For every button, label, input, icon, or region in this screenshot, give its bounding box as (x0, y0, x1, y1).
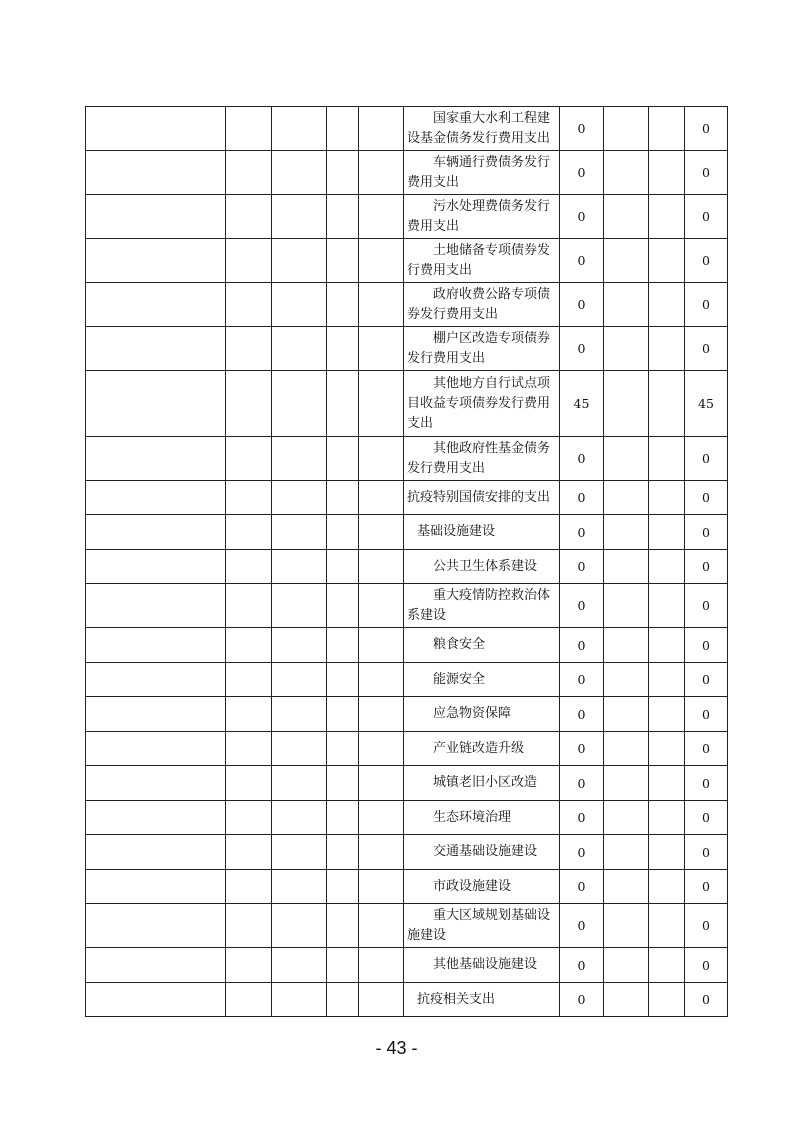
amount-cell (604, 697, 649, 732)
amount-cell: 0 (685, 870, 728, 904)
table-row (86, 870, 728, 904)
item-name-cell (404, 766, 560, 801)
amount-cell: 0 (560, 437, 604, 481)
code-cell (86, 584, 226, 628)
code-cell (272, 766, 327, 801)
table-row (86, 801, 728, 835)
table-row (86, 327, 728, 371)
code-cell (359, 870, 404, 904)
item-name: 基础设施建设 (417, 524, 496, 539)
amount-cell: 0 (685, 515, 728, 550)
amount-cell (604, 835, 649, 870)
amount-cell: 45 (560, 371, 604, 437)
code-cell (226, 283, 272, 327)
item-name-cell (404, 327, 560, 371)
amount-cell: 0 (560, 904, 604, 948)
code-cell (359, 550, 404, 584)
amount-cell: 0 (685, 481, 728, 515)
item-name-cell (404, 437, 560, 481)
amount-cell (649, 904, 685, 948)
code-cell (86, 628, 226, 663)
code-cell (272, 732, 327, 766)
code-cell (272, 801, 327, 835)
item-name-cell (404, 151, 560, 195)
item-name: 粮食安全 (433, 637, 486, 652)
code-cell (86, 766, 226, 801)
amount-cell (604, 239, 649, 283)
item-name-cell (404, 584, 560, 628)
amount-cell: 0 (560, 151, 604, 195)
code-cell (86, 371, 226, 437)
code-cell (359, 283, 404, 327)
amount-cell (649, 628, 685, 663)
item-name-cell (404, 904, 560, 948)
amount-cell: 0 (685, 904, 728, 948)
amount-cell: 0 (685, 437, 728, 481)
amount-cell (604, 327, 649, 371)
code-cell (86, 515, 226, 550)
table-row (86, 663, 728, 697)
table-row (86, 283, 728, 327)
code-cell (359, 948, 404, 983)
code-cell (226, 371, 272, 437)
amount-cell (604, 584, 649, 628)
code-cell (272, 550, 327, 584)
code-cell (359, 437, 404, 481)
item-name: 城镇老旧小区改造 (433, 775, 538, 790)
code-cell (327, 371, 359, 437)
item-name-cell (404, 371, 560, 437)
amount-cell (649, 195, 685, 239)
code-cell (272, 983, 327, 1017)
amount-cell: 0 (560, 628, 604, 663)
amount-cell: 0 (560, 584, 604, 628)
code-cell (226, 835, 272, 870)
amount-cell (604, 481, 649, 515)
amount-cell: 0 (560, 550, 604, 584)
amount-cell: 0 (685, 584, 728, 628)
amount-cell: 0 (685, 835, 728, 870)
item-name-cell (404, 239, 560, 283)
code-cell (272, 327, 327, 371)
amount-cell (604, 437, 649, 481)
amount-cell (649, 437, 685, 481)
amount-cell: 0 (560, 983, 604, 1017)
code-cell (86, 550, 226, 584)
table-row (86, 766, 728, 801)
code-cell (359, 983, 404, 1017)
item-name: 其他基础设施建设 (433, 957, 538, 972)
code-cell (327, 983, 359, 1017)
code-cell (226, 870, 272, 904)
amount-cell (604, 870, 649, 904)
item-name-cell (404, 732, 560, 766)
amount-cell: 0 (560, 801, 604, 835)
amount-cell (649, 732, 685, 766)
item-name: 市政设施建设 (433, 878, 512, 894)
code-cell (272, 697, 327, 732)
item-name-cell (404, 195, 560, 239)
amount-cell (649, 107, 685, 151)
code-cell (86, 283, 226, 327)
item-name-cell (404, 870, 560, 904)
code-cell (226, 239, 272, 283)
code-cell (359, 801, 404, 835)
amount-cell: 0 (685, 550, 728, 584)
code-cell (327, 481, 359, 515)
code-cell (86, 732, 226, 766)
code-cell (226, 515, 272, 550)
table-row (86, 948, 728, 983)
code-cell (272, 515, 327, 550)
amount-cell: 0 (560, 239, 604, 283)
amount-cell: 0 (560, 195, 604, 239)
code-cell (327, 107, 359, 151)
amount-cell (604, 371, 649, 437)
code-cell (327, 195, 359, 239)
code-cell (327, 437, 359, 481)
code-cell (359, 732, 404, 766)
item-name: 其他地方自行试点项目收益专项债券发行费用支出 (407, 375, 551, 431)
amount-cell: 0 (560, 107, 604, 151)
code-cell (327, 697, 359, 732)
amount-cell (649, 983, 685, 1017)
amount-cell (604, 801, 649, 835)
code-cell (327, 584, 359, 628)
table-row (86, 904, 728, 948)
item-name: 土地储备专项债券发行费用支出 (407, 242, 551, 278)
item-name: 车辆通行费债务发行费用支出 (407, 154, 551, 190)
code-cell (272, 948, 327, 983)
item-name-cell (404, 835, 560, 870)
table-row (86, 628, 728, 663)
amount-cell (604, 515, 649, 550)
amount-cell: 0 (685, 151, 728, 195)
code-cell (359, 584, 404, 628)
table-row (86, 371, 728, 437)
code-cell (86, 697, 226, 732)
code-cell (272, 584, 327, 628)
amount-cell: 0 (685, 195, 728, 239)
amount-cell (649, 481, 685, 515)
code-cell (327, 870, 359, 904)
code-cell (272, 628, 327, 663)
table-row (86, 835, 728, 870)
item-name: 国家重大水利工程建设基金债务发行费用支出 (407, 110, 551, 146)
table-row (86, 107, 728, 151)
amount-cell (604, 766, 649, 801)
code-cell (86, 239, 226, 283)
amount-cell: 45 (685, 371, 728, 437)
amount-cell: 0 (685, 283, 728, 327)
code-cell (327, 904, 359, 948)
amount-cell: 0 (560, 870, 604, 904)
amount-cell: 0 (685, 948, 728, 983)
amount-cell: 0 (685, 107, 728, 151)
item-name-cell (404, 515, 560, 550)
item-name-cell (404, 697, 560, 732)
amount-cell: 0 (560, 835, 604, 870)
amount-cell (604, 195, 649, 239)
code-cell (327, 628, 359, 663)
amount-cell (649, 835, 685, 870)
code-cell (359, 628, 404, 663)
amount-cell: 0 (560, 948, 604, 983)
amount-cell (649, 239, 685, 283)
item-name: 产业链改造升级 (433, 740, 525, 756)
code-cell (226, 195, 272, 239)
amount-cell (604, 663, 649, 697)
amount-cell (649, 283, 685, 327)
item-name: 政府收费公路专项债券发行费用支出 (407, 286, 551, 322)
item-name: 能源安全 (433, 671, 486, 687)
amount-cell (604, 904, 649, 948)
item-name: 重大区域规划基础设施建设 (407, 907, 551, 943)
code-cell (327, 283, 359, 327)
code-cell (272, 151, 327, 195)
code-cell (359, 327, 404, 371)
amount-cell (649, 550, 685, 584)
code-cell (272, 239, 327, 283)
item-name: 应急物资保障 (433, 706, 512, 721)
item-name-cell (404, 663, 560, 697)
code-cell (327, 801, 359, 835)
code-cell (272, 835, 327, 870)
table-row (86, 983, 728, 1017)
amount-cell: 0 (560, 327, 604, 371)
code-cell (86, 481, 226, 515)
amount-cell: 0 (685, 663, 728, 697)
item-name: 公共卫生体系建设 (433, 558, 538, 574)
code-cell (272, 904, 327, 948)
amount-cell: 0 (685, 801, 728, 835)
amount-cell: 0 (685, 732, 728, 766)
code-cell (86, 983, 226, 1017)
code-cell (86, 870, 226, 904)
amount-cell (604, 550, 649, 584)
amount-cell: 0 (560, 766, 604, 801)
code-cell (359, 371, 404, 437)
table-row (86, 239, 728, 283)
amount-cell: 0 (560, 697, 604, 732)
code-cell (327, 151, 359, 195)
code-cell (272, 371, 327, 437)
code-cell (359, 835, 404, 870)
code-cell (327, 327, 359, 371)
code-cell (226, 151, 272, 195)
code-cell (226, 983, 272, 1017)
amount-cell: 0 (685, 628, 728, 663)
amount-cell: 0 (560, 481, 604, 515)
code-cell (226, 107, 272, 151)
code-cell (226, 697, 272, 732)
code-cell (359, 239, 404, 283)
code-cell (226, 437, 272, 481)
amount-cell (604, 151, 649, 195)
amount-cell (649, 801, 685, 835)
table-row (86, 550, 728, 584)
amount-cell (649, 663, 685, 697)
code-cell (226, 766, 272, 801)
amount-cell: 0 (560, 663, 604, 697)
code-cell (359, 697, 404, 732)
amount-cell: 0 (685, 239, 728, 283)
item-name: 交通基础设施建设 (433, 844, 538, 859)
item-name: 棚户区改造专项债券发行费用支出 (407, 330, 551, 366)
item-name-cell (404, 107, 560, 151)
code-cell (226, 904, 272, 948)
table-row (86, 195, 728, 239)
item-name-cell (404, 628, 560, 663)
code-cell (86, 195, 226, 239)
code-cell (327, 550, 359, 584)
amount-cell (649, 327, 685, 371)
code-cell (327, 766, 359, 801)
code-cell (359, 663, 404, 697)
amount-cell (604, 283, 649, 327)
amount-cell: 0 (560, 515, 604, 550)
code-cell (272, 663, 327, 697)
code-cell (272, 107, 327, 151)
code-cell (327, 515, 359, 550)
item-name-cell (404, 948, 560, 983)
table-row (86, 481, 728, 515)
code-cell (226, 732, 272, 766)
code-cell (86, 327, 226, 371)
table-row (86, 437, 728, 481)
code-cell (359, 195, 404, 239)
code-cell (327, 239, 359, 283)
item-name-cell (404, 481, 560, 515)
code-cell (359, 151, 404, 195)
code-cell (86, 107, 226, 151)
code-cell (226, 481, 272, 515)
code-cell (86, 835, 226, 870)
item-name-cell (404, 550, 560, 584)
code-cell (272, 437, 327, 481)
amount-cell (649, 515, 685, 550)
table-row (86, 515, 728, 550)
code-cell (86, 151, 226, 195)
code-cell (327, 663, 359, 697)
amount-cell (649, 697, 685, 732)
amount-cell (649, 371, 685, 437)
amount-cell (604, 107, 649, 151)
amount-cell (604, 732, 649, 766)
amount-cell (604, 983, 649, 1017)
code-cell (359, 481, 404, 515)
item-name-cell (404, 283, 560, 327)
table-row (86, 584, 728, 628)
table-row (86, 151, 728, 195)
code-cell (86, 663, 226, 697)
item-name-cell (404, 983, 560, 1017)
item-name: 抗疫特别国债安排的支出 (407, 489, 551, 505)
code-cell (226, 663, 272, 697)
amount-cell: 0 (685, 327, 728, 371)
amount-cell (604, 948, 649, 983)
code-cell (86, 904, 226, 948)
table-row (86, 732, 728, 766)
item-name: 污水处理费债务发行费用支出 (407, 198, 551, 234)
amount-cell (649, 584, 685, 628)
amount-cell (604, 628, 649, 663)
item-name: 重大疫情防控救治体系建设 (407, 587, 551, 623)
amount-cell (649, 151, 685, 195)
table-row (86, 697, 728, 732)
code-cell (86, 437, 226, 481)
amount-cell: 0 (685, 697, 728, 732)
amount-cell: 0 (560, 732, 604, 766)
code-cell (327, 948, 359, 983)
item-name: 生态环境治理 (433, 809, 512, 825)
code-cell (327, 732, 359, 766)
code-cell (272, 283, 327, 327)
code-cell (272, 195, 327, 239)
code-cell (226, 584, 272, 628)
code-cell (226, 801, 272, 835)
item-name: 抗疫相关支出 (417, 991, 496, 1007)
code-cell (86, 801, 226, 835)
amount-cell: 0 (685, 983, 728, 1017)
code-cell (327, 835, 359, 870)
code-cell (359, 904, 404, 948)
amount-cell: 0 (685, 766, 728, 801)
code-cell (359, 766, 404, 801)
code-cell (272, 481, 327, 515)
amount-cell (649, 870, 685, 904)
page-number: - 43 - (375, 1038, 418, 1058)
budget-table (85, 106, 728, 1017)
code-cell (86, 948, 226, 983)
code-cell (272, 870, 327, 904)
code-cell (359, 515, 404, 550)
code-cell (226, 948, 272, 983)
code-cell (226, 628, 272, 663)
item-name: 其他政府性基金债务发行费用支出 (407, 440, 551, 476)
amount-cell (649, 766, 685, 801)
item-name-cell (404, 801, 560, 835)
amount-cell: 0 (560, 283, 604, 327)
amount-cell (649, 948, 685, 983)
code-cell (359, 107, 404, 151)
code-cell (226, 327, 272, 371)
code-cell (226, 550, 272, 584)
